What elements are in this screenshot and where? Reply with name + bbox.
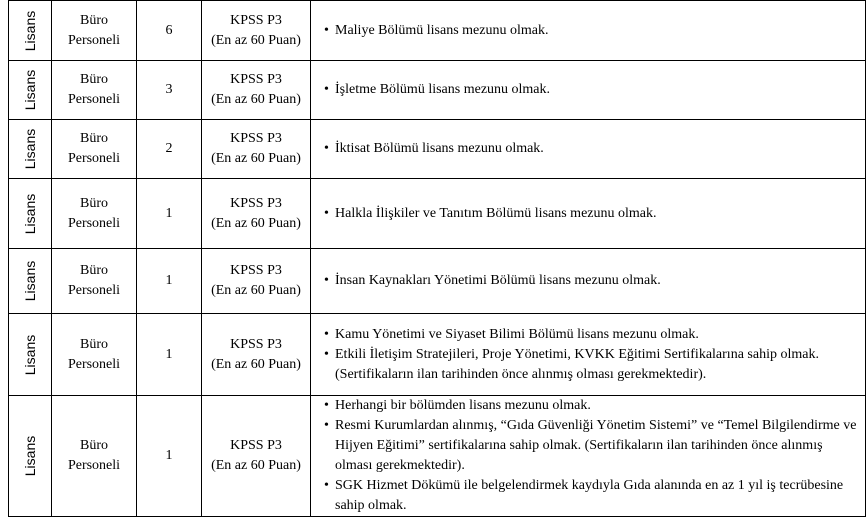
position-title-cell: [52, 1, 137, 61]
education-level-cell: [9, 61, 52, 120]
table-row: [9, 314, 866, 396]
requirement-item: • İnsan Kaynakları Yönetimi Bölümü lisans mezunu olmak.: [324, 271, 859, 291]
position-count: 1: [165, 346, 173, 362]
education-level-cell: [9, 179, 52, 249]
requirements-cell: [311, 249, 866, 314]
position-title-line: Büro: [80, 336, 108, 352]
table-row: [9, 1, 866, 61]
exam-score-line: KPSS P3: [230, 263, 282, 278]
education-level-label: Lisans: [22, 128, 38, 170]
education-level-label: Lisans: [22, 260, 38, 302]
education-level-label: Lisans: [22, 69, 38, 111]
position-count-cell: [137, 120, 202, 179]
position-count: 1: [165, 448, 173, 463]
exam-score-line: (En az 60 Puan): [211, 151, 301, 166]
position-count-cell: [137, 249, 202, 314]
position-title-cell: [52, 179, 137, 249]
position-count: 1: [165, 205, 173, 221]
exam-score-cell: [202, 179, 311, 249]
exam-score-line: (En az 60 Puan): [211, 92, 301, 107]
exam-score-cell: [202, 61, 311, 120]
table-row: [9, 249, 866, 314]
position-title-line: Personeli: [67, 151, 121, 166]
requirements-cell: [311, 179, 866, 249]
position-title-cell: [52, 61, 137, 120]
requirements-list: [324, 204, 859, 224]
position-title-line: Personeli: [67, 356, 121, 372]
education-level-cell: [9, 314, 52, 396]
education-level-label: Lisans: [22, 334, 38, 375]
position-title-line: Büro: [80, 131, 108, 146]
requirements-cell: [311, 396, 866, 517]
exam-score-line: (En az 60 Puan): [211, 283, 301, 298]
requirement-item: • Halkla İlişkiler ve Tanıtım Bölümü lisans mezunu olmak.: [324, 204, 859, 224]
requirement-item: • Herhangi bir bölümden lisans mezunu olmak.: [324, 396, 859, 416]
position-count-cell: [137, 396, 202, 517]
requirements-list: [324, 325, 859, 385]
exam-score-line: KPSS P3: [230, 336, 282, 352]
exam-score-line: KPSS P3: [230, 195, 282, 211]
exam-score-line: KPSS P3: [230, 131, 282, 146]
requirement-item: • İktisat Bölümü lisans mezunu olmak.: [324, 139, 859, 159]
position-count-cell: [137, 179, 202, 249]
education-level-cell: [9, 120, 52, 179]
exam-score-line: KPSS P3: [230, 72, 282, 87]
education-level-cell: [9, 1, 52, 61]
requirements-cell: [311, 1, 866, 61]
table-row: [9, 179, 866, 249]
position-count-cell: [137, 1, 202, 61]
education-level-cell: [9, 396, 52, 517]
position-title-line: Büro: [80, 72, 108, 87]
exam-score-line: (En az 60 Puan): [211, 215, 301, 231]
exam-score-line: KPSS P3: [230, 438, 282, 453]
exam-score-line: (En az 60 Puan): [211, 458, 301, 473]
exam-score-cell: [202, 120, 311, 179]
table-row: [9, 120, 866, 179]
education-level-label: Lisans: [22, 193, 38, 234]
exam-score-line: KPSS P3: [230, 12, 282, 28]
position-count: 6: [165, 22, 173, 38]
education-level-cell: [9, 249, 52, 314]
table-row: [9, 61, 866, 120]
table-row: [9, 396, 866, 517]
position-title-line: Personeli: [67, 92, 121, 107]
exam-score-line: (En az 60 Puan): [211, 356, 301, 372]
position-title-line: Personeli: [67, 32, 121, 48]
requirement-item: • İşletme Bölümü lisans mezunu olmak.: [324, 80, 859, 100]
requirements-list: [324, 80, 859, 100]
exam-score-cell: [202, 396, 311, 517]
requirement-item: • Etkili İletişim Stratejileri, Proje Yönetimi, KVKK Eğitimi Sertifikalarına sahip olmak. (Sertifikaların ilan tarihinden önce alınmış olması gerekmektedir).: [324, 345, 859, 385]
position-title-line: Personeli: [67, 458, 121, 473]
exam-score-cell: [202, 314, 311, 396]
table-body: [9, 1, 866, 517]
job-requirements-table: [8, 0, 866, 517]
requirements-list: [324, 271, 859, 291]
requirement-item: • Kamu Yönetimi ve Siyaset Bilimi Bölümü lisans mezunu olmak.: [324, 325, 859, 345]
position-title-line: Büro: [80, 263, 108, 278]
exam-score-cell: [202, 249, 311, 314]
education-level-label: Lisans: [22, 10, 38, 51]
requirements-list: [324, 139, 859, 159]
requirement-item: • SGK Hizmet Dökümü ile belgelendirmek kaydıyla Gıda alanında en az 1 yıl iş tecrübesine sahip olmak.: [324, 476, 859, 516]
position-title-line: Personeli: [67, 283, 121, 298]
position-count: 2: [165, 141, 173, 156]
position-count: 1: [165, 273, 173, 288]
requirement-item: • Resmi Kurumlardan alınmış, “Gıda Güvenliği Yönetim Sistemi” ve “Temel Bilgilendirme ve Hijyen Eğitimi” sertifikalarına sahip olmak. (Sertifikaların ilan tarihinden önce alınmış olması gerekmektedir).: [324, 416, 859, 476]
position-title-line: Büro: [80, 12, 108, 28]
position-count-cell: [137, 61, 202, 120]
position-title-cell: [52, 396, 137, 517]
requirements-cell: [311, 61, 866, 120]
position-title-line: Büro: [80, 195, 108, 211]
position-title-cell: [52, 249, 137, 314]
position-count-cell: [137, 314, 202, 396]
position-title-line: Personeli: [67, 215, 121, 231]
exam-score-cell: [202, 1, 311, 61]
requirements-cell: [311, 120, 866, 179]
requirement-item: • Maliye Bölümü lisans mezunu olmak.: [324, 21, 859, 41]
requirements-list: [324, 396, 859, 516]
exam-score-line: (En az 60 Puan): [211, 32, 301, 48]
requirements-cell: [311, 314, 866, 396]
education-level-label: Lisans: [22, 435, 38, 477]
requirements-list: [324, 21, 859, 41]
position-title-cell: [52, 120, 137, 179]
position-title-cell: [52, 314, 137, 396]
position-title-line: Büro: [80, 438, 108, 453]
position-count: 3: [165, 82, 173, 97]
